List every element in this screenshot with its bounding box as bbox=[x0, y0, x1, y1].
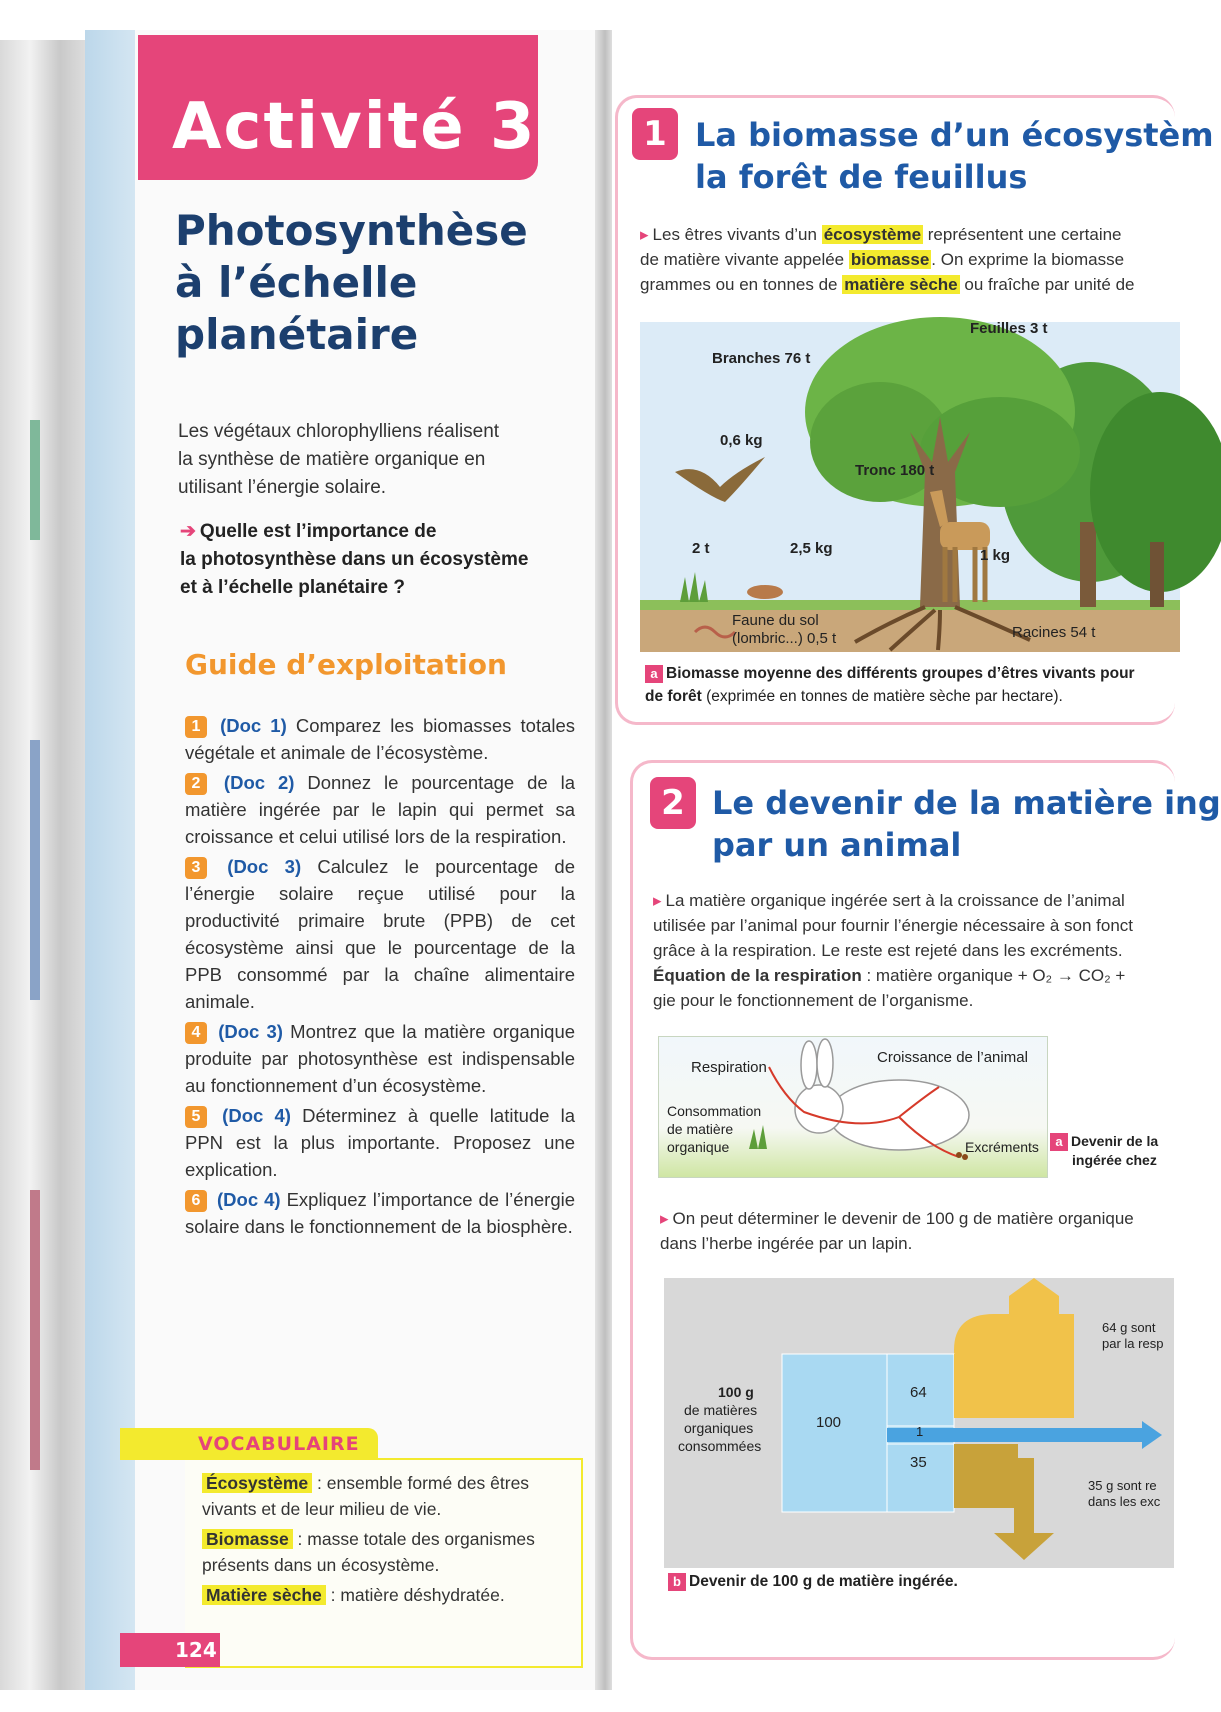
text-run: de matière vivante appelée bbox=[640, 250, 849, 269]
total-block bbox=[782, 1354, 887, 1512]
guide-item-text: Donnez le pourcentage de la matière ingérée par le lapin qui permet sa croissance et celui utilisé lors de la respiration. bbox=[185, 772, 576, 847]
item-number-badge: 2 bbox=[185, 773, 207, 795]
caption-badge: a bbox=[645, 665, 663, 683]
rabbit-body bbox=[829, 1080, 969, 1150]
guide-item bbox=[185, 1018, 575, 1099]
caption-bold: Biomasse moyenne des différents groupes d’êtres vivants pour bbox=[666, 665, 1135, 682]
doc1-caption bbox=[645, 662, 1135, 708]
edge-stripe bbox=[30, 420, 40, 540]
vocabulary-definition: : ensemble formé des êtres vivants et de leur milieu de vie. bbox=[202, 1473, 530, 1519]
label-excrements: Excréments bbox=[965, 1139, 1039, 1155]
label-tronc: Tronc 180 t bbox=[855, 462, 935, 479]
caption-text: Devenir de la bbox=[1071, 1133, 1159, 1149]
title-line: Photosynthèse bbox=[175, 206, 528, 255]
caption-text: ingérée chez bbox=[1072, 1152, 1157, 1168]
text-line: utilisée par l’animal pour fournir l’énergie nécessaire à son fonct bbox=[653, 916, 1134, 935]
label-respiration: Respiration bbox=[691, 1059, 767, 1076]
guide-item bbox=[185, 1186, 575, 1240]
matter-flow-figure bbox=[664, 1278, 1174, 1568]
doc-reference: (Doc 4) bbox=[222, 1105, 291, 1126]
highlighted-term: matière sèche bbox=[844, 275, 958, 294]
flow-out-64-1: 64 g sont bbox=[1102, 1320, 1156, 1335]
caption-badge: a bbox=[1050, 1133, 1068, 1151]
vocabulary-entry bbox=[202, 1470, 572, 1522]
page-number: 124 bbox=[175, 1638, 217, 1662]
flow-input-2: de matières bbox=[684, 1402, 758, 1418]
flow-64: 64 bbox=[910, 1384, 927, 1401]
flow-total: 100 bbox=[816, 1414, 842, 1431]
problem-question bbox=[180, 518, 580, 602]
vocabulary-title: VOCABULAIRE bbox=[198, 1433, 360, 1455]
activity-title: Activité 3 bbox=[172, 90, 537, 164]
item-number-badge: 3 bbox=[185, 857, 207, 879]
bird bbox=[675, 457, 765, 502]
label-feuilles: Feuilles 3 t bbox=[970, 320, 1048, 337]
guide-item-text: Comparez les biomasses totales végétale et animale de l’écosystème. bbox=[185, 715, 576, 763]
flow-1: 1 bbox=[916, 1424, 924, 1439]
doc2-number-badge: 2 bbox=[650, 777, 696, 829]
bullet-icon: ▸ bbox=[653, 891, 662, 910]
intro-line: la synthèse de matière organique en bbox=[178, 449, 486, 470]
item-number-badge: 1 bbox=[185, 716, 207, 738]
rabbit bbox=[747, 585, 783, 599]
grass-tuft bbox=[749, 1125, 767, 1149]
grass-tuft bbox=[680, 572, 708, 602]
caption-badge: b bbox=[668, 1573, 686, 1591]
vocabulary-list bbox=[202, 1470, 572, 1612]
doc2-title-line: par un animal bbox=[712, 826, 962, 864]
text-line: On peut déterminer le devenir de 100 g de matière organique bbox=[672, 1209, 1134, 1228]
vocabulary-term: Biomasse bbox=[202, 1529, 293, 1549]
caption-bold: de forêt bbox=[645, 688, 702, 705]
text-run: . On exprime la biomasse bbox=[931, 250, 1125, 269]
text-line: gie pour le fonctionnement de l’organisme. bbox=[653, 991, 974, 1010]
tree-trunk bbox=[1080, 522, 1096, 607]
flow-input-3: organiques bbox=[684, 1420, 754, 1436]
doc-reference: (Doc 1) bbox=[220, 715, 287, 736]
guide-item bbox=[185, 769, 575, 850]
deer-body bbox=[940, 522, 990, 550]
guide-item-text: Montrez que la matière organique produite par photosynthèse est indispensable au fonctionnement d’un écosystème. bbox=[185, 1021, 576, 1096]
doc2-text-2 bbox=[660, 1206, 1134, 1256]
doc2-title bbox=[712, 782, 1221, 866]
label-consommation-3: organique bbox=[667, 1139, 730, 1155]
text-line: dans l’herbe ingérée par un lapin. bbox=[660, 1234, 913, 1253]
label-consommation-1: Consommation bbox=[667, 1103, 762, 1119]
label-grass: 2 t bbox=[692, 540, 710, 557]
vocabulary-definition: : matière déshydratée. bbox=[325, 1585, 505, 1605]
guide-list bbox=[185, 712, 575, 1243]
label-deer: 1 kg bbox=[980, 547, 1011, 564]
label-faune-2: (lombric...) 0,5 t bbox=[732, 630, 837, 647]
label-branches: Branches 76 t bbox=[712, 350, 811, 367]
forest-illustration bbox=[640, 322, 1180, 652]
doc-reference: (Doc 3) bbox=[218, 1021, 283, 1042]
doc-reference: (Doc 4) bbox=[217, 1189, 281, 1210]
guide-item-text: Déterminez à quelle latitude la PPN est la plus importante. Proposez une explication. bbox=[185, 1105, 576, 1180]
item-number-badge: 5 bbox=[185, 1106, 207, 1128]
flow-input-1: 100 g bbox=[718, 1384, 754, 1400]
doc2-text bbox=[653, 888, 1133, 1013]
doc-reference: (Doc 3) bbox=[227, 856, 302, 877]
guide-item bbox=[185, 853, 575, 1015]
label-rabbit: 2,5 kg bbox=[790, 540, 833, 557]
text-line: La matière organique ingérée sert à la croissance de l’animal bbox=[665, 891, 1125, 910]
edge-stripe bbox=[30, 1190, 40, 1470]
question-line: la photosynthèse dans un écosystème bbox=[180, 549, 529, 570]
rabbit-figure bbox=[658, 1036, 1048, 1178]
rabbit-caption bbox=[1050, 1132, 1158, 1170]
equation-text: : matière organique + O₂ → CO₂ + bbox=[861, 966, 1126, 985]
vocabulary-entry bbox=[202, 1526, 572, 1578]
title-line: à l’échelle bbox=[175, 258, 418, 307]
vocabulary-term: Écosystème bbox=[202, 1473, 312, 1493]
caption-text: (exprimée en tonnes de matière sèche par hectare). bbox=[701, 688, 1063, 705]
text-line: grâce à la respiration. Le reste est rejeté dans les excréments. bbox=[653, 941, 1123, 960]
guide-title: Guide d’exploitation bbox=[185, 648, 507, 681]
grass-strip bbox=[640, 600, 1180, 610]
page-title bbox=[175, 205, 595, 361]
flow-out-35-1: 35 g sont re bbox=[1088, 1478, 1157, 1493]
vocabulary-entry bbox=[202, 1582, 572, 1608]
label-faune-1: Faune du sol bbox=[732, 612, 819, 629]
text-run: représentent une certaine bbox=[923, 225, 1122, 244]
growth-arrow-head bbox=[1142, 1421, 1162, 1449]
droppings bbox=[956, 1152, 962, 1158]
intro-line: utilisant l’énergie solaire. bbox=[178, 477, 387, 498]
vocabulary-term: Matière sèche bbox=[202, 1585, 326, 1605]
text-run: Les êtres vivants d’un bbox=[652, 225, 822, 244]
item-number-badge: 6 bbox=[185, 1190, 207, 1212]
growth-arrow bbox=[887, 1428, 1142, 1442]
intro-line: Les végétaux chlorophylliens réalisent bbox=[178, 421, 500, 442]
doc1-text bbox=[640, 222, 1134, 297]
guide-item-text: Calculez le pourcentage de l’énergie solaire reçue utilisé pour la productivité primaire brute (PPB) de cet écosystème ainsi que le pourcentage de la PPB consommé par la chaîne alimentaire animale. bbox=[185, 856, 576, 1012]
label-bird: 0,6 kg bbox=[720, 432, 763, 449]
equation-label: Équation de la respiration bbox=[653, 966, 862, 985]
caption-bold: Devenir de 100 g de matière ingérée. bbox=[689, 1573, 958, 1590]
intro-text bbox=[178, 418, 578, 502]
label-racines: Racines 54 t bbox=[1012, 624, 1096, 641]
bullet-icon: ▸ bbox=[640, 225, 649, 244]
question-line: Quelle est l’importance de bbox=[199, 521, 437, 542]
label-croissance: Croissance de l’animal bbox=[877, 1049, 1028, 1066]
forest-biomass-figure bbox=[640, 322, 1180, 652]
label-consommation-2: de matière bbox=[667, 1121, 734, 1137]
flow-caption bbox=[668, 1570, 958, 1593]
tree-trunk bbox=[1150, 542, 1164, 607]
excrement-band bbox=[954, 1444, 1018, 1508]
guide-item bbox=[185, 1102, 575, 1183]
doc1-number-badge: 1 bbox=[632, 108, 678, 160]
doc1-title-line: La biomasse d’un écosystèm bbox=[695, 116, 1214, 154]
rabbit-ear bbox=[817, 1039, 833, 1087]
doc-reference: (Doc 2) bbox=[223, 772, 295, 793]
guide-item bbox=[185, 712, 575, 766]
item-number-badge: 4 bbox=[185, 1022, 207, 1044]
doc1-title-line: la forêt de feuillus bbox=[695, 158, 1028, 196]
respiration-band bbox=[954, 1354, 1038, 1418]
vocabulary-definition: : masse totale des organismes présents dans un écosystème. bbox=[202, 1529, 535, 1575]
edge-stripe bbox=[30, 740, 40, 1000]
highlighted-term: écosystème bbox=[823, 225, 922, 244]
question-line: et à l’échelle planétaire ? bbox=[180, 577, 405, 598]
flow-input-4: consommées bbox=[678, 1438, 762, 1454]
text-run: ou fraîche par unité de bbox=[959, 275, 1135, 294]
flow-out-35-2: dans les exc bbox=[1088, 1494, 1161, 1509]
text-run: grammes ou en tonnes de bbox=[640, 275, 843, 294]
guide-item-text: Expliquez l’importance de l’énergie solaire dans le fonctionnement de la biosphère. bbox=[185, 1189, 576, 1237]
highlighted-term: biomasse bbox=[850, 250, 930, 269]
doc2-title-line: Le devenir de la matière ing bbox=[712, 784, 1221, 822]
doc1-title bbox=[695, 114, 1214, 198]
bullet-icon: ▸ bbox=[660, 1209, 669, 1228]
arrow-icon: ➔ bbox=[180, 521, 196, 542]
flow-35: 35 bbox=[910, 1454, 927, 1471]
rabbit-ear bbox=[801, 1041, 817, 1089]
rabbit-head bbox=[795, 1085, 843, 1133]
flow-out-64-2: par la resp bbox=[1102, 1336, 1164, 1351]
title-line: planétaire bbox=[175, 310, 419, 359]
